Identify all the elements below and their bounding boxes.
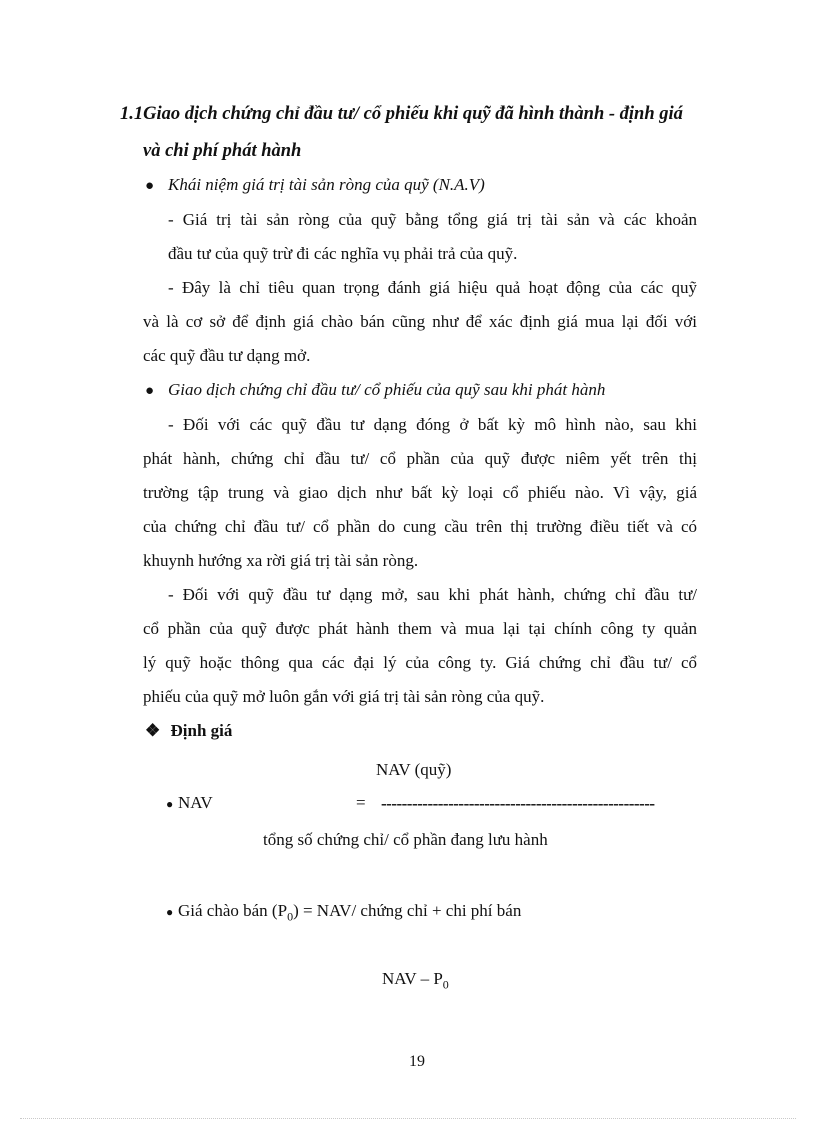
paragraph-line: đầu tư của quỹ trừ đi các nghĩa vụ phải trả của quỹ.	[168, 244, 518, 263]
formula-offering-price	[178, 901, 521, 924]
formula-equals: =	[356, 793, 366, 812]
formula-offering-price-expression: ) = NAV/ chứng chỉ + chi phí bán	[293, 901, 522, 920]
bullet-trading-title: Giao dịch chứng chỉ đầu tư/ cổ phiếu của quỹ sau khi phát hành	[168, 380, 606, 399]
section-heading-line-2: và chi phí phát hành	[143, 141, 302, 161]
paragraph-line: lý quỹ hoặc thông qua các đại lý của công ty. Giá chứng chỉ đầu tư/ cổ	[143, 653, 697, 672]
bullet-dot-icon: ●	[166, 797, 174, 811]
formula-offering-price-label: Giá chào bán (P	[178, 901, 288, 920]
diamond-bullet-icon: ❖	[145, 721, 161, 740]
paragraph-line: - Đây là chỉ tiêu quan trọng đánh giá hiệu quả hoạt động của các quỹ	[168, 278, 697, 297]
page-number: 19	[409, 1053, 425, 1070]
formula-nav-lhs: NAV	[178, 793, 213, 812]
section-valuation	[145, 721, 232, 741]
paragraph-line: - Giá trị tài sản ròng của quỹ bằng tổng giá trị tài sản và các khoản	[168, 210, 697, 229]
paragraph-line: - Đối với quỹ đầu tư dạng mở, sau khi phát hành, chứng chỉ đầu tư/	[168, 585, 697, 604]
paragraph-line: trường tập trung và giao dịch như bất kỳ loại cổ phiếu nào. Vì vậy, giá	[143, 483, 697, 502]
formula-fraction-bar: -----------------------------------------------------	[381, 794, 655, 813]
subscript-zero: 0	[442, 977, 449, 992]
bullet-dot-icon: ●	[145, 383, 155, 399]
formula-nav-denominator: tổng số chứng chỉ/ cổ phần đang lưu hành	[263, 830, 548, 849]
subscript-zero: 0	[287, 909, 294, 924]
bullet-dot-icon: ●	[166, 905, 174, 919]
paragraph-line: phát hành, chứng chỉ đầu tư/ cổ phần của quỹ được niêm yết trên thị	[143, 449, 697, 468]
bullet-nav-concept-title: Khái niệm giá trị tài sản ròng của quỹ (N.A.V)	[168, 175, 485, 194]
paragraph-line: và là cơ sở để định giá chào bán cũng như để xác định giá mua lại đối với	[143, 312, 697, 331]
paragraph-line: các quỹ đầu tư dạng mở.	[143, 346, 311, 365]
formula-nav-numerator: NAV (quỹ)	[376, 760, 452, 779]
paragraph-line: phiếu của quỹ mở luôn gắn với giá trị tài sản ròng của quỹ.	[143, 687, 545, 706]
formula-nav-minus-label: NAV – P	[382, 969, 443, 988]
page-edge-divider	[20, 1118, 796, 1119]
paragraph-line: - Đối với các quỹ đầu tư dạng đóng ở bất kỳ mô hình nào, sau khi	[168, 415, 697, 434]
formula-nav-minus-p0	[382, 969, 449, 992]
section-heading-line-1: 1.1Giao dịch chứng chỉ đầu tư/ cổ phiếu khi quỹ đã hình thành - định giá	[120, 104, 683, 124]
paragraph-line: khuynh hướng xa rời giá trị tài sản ròng.	[143, 551, 419, 570]
section-valuation-title: Định giá	[170, 721, 233, 740]
paragraph-line: của chứng chỉ đầu tư/ cổ phần do cung cầu trên thị trường điều tiết và có	[143, 517, 697, 536]
bullet-dot-icon: ●	[145, 178, 155, 194]
paragraph-line: cổ phần của quỹ được phát hành them và mua lại tại chính công ty quản	[143, 619, 697, 638]
